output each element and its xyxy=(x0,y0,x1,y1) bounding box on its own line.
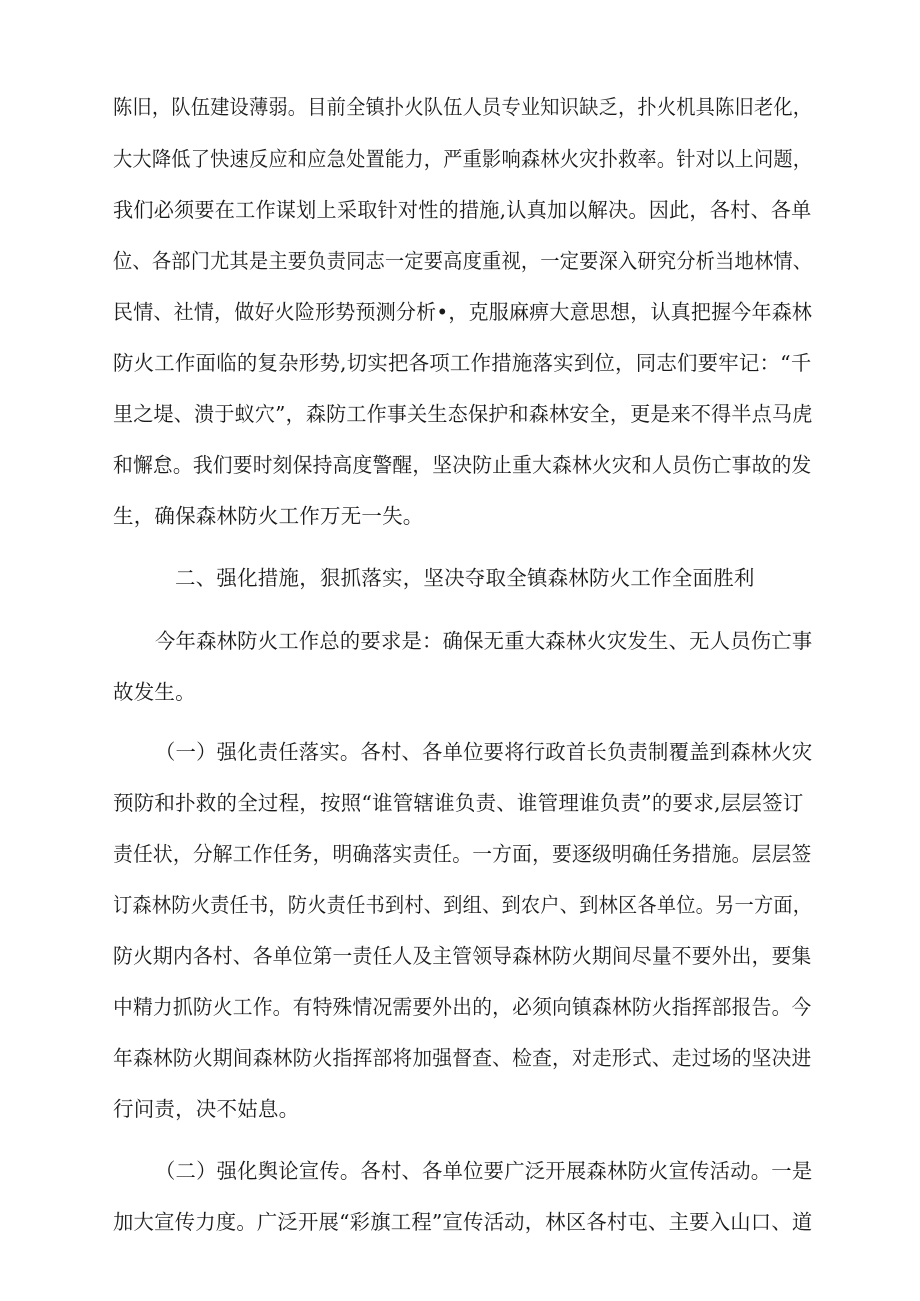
text-line: 订森林防火责任书，防火责任书到村、到组、到农户、到林区各单位。另一方面， xyxy=(113,893,813,917)
text-line: 大大降低了快速反应和应急处置能力，严重影响森林火灾扑救率。针对以上问题， xyxy=(113,147,813,171)
text-line: 陈旧，队伍建设薄弱。目前全镇扑火队伍人员专业知识缺乏，扑火机具陈旧老化， xyxy=(113,95,813,119)
section-heading: 二、强化措施，狠抓落实，坚决夺取全镇森林防火工作全面胜利 xyxy=(175,566,755,590)
text-line: 责任状，分解工作任务，明确落实责任。一方面，要逐级明确任务措施。层层签 xyxy=(113,842,812,866)
text-line: 今年森林防火工作总的要求是：确保无重大森林火灾发生、无人员伤亡事 xyxy=(155,629,813,653)
text-line: 里之堤、溃于蚁穴”，森防工作事关生态保护和森林安全，更是来不得半点马虎 xyxy=(113,402,813,426)
text-line: （一）强化责任落实。各村、各单位要将行政首长负责制覆盖到森林火灾 xyxy=(155,740,813,764)
text-line: 中精力抓防火工作。有特殊情况需要外出的，必须向镇森林防火指挥部报告。今 xyxy=(113,995,812,1019)
text-line: 加大宣传力度。广泛开展“彩旗工程”宣传活动，林区各村屯、主要入山口、道 xyxy=(113,1210,813,1234)
text-line: 年森林防火期间森林防火指挥部将加强督查、检查，对走形式、走过场的坚决进 xyxy=(113,1046,812,1070)
text-line: （二）强化舆论宣传。各村、各单位要广泛开展森林防火宣传活动。一是 xyxy=(155,1159,813,1183)
text-line: 预防和扑救的全过程，按照“谁管辖谁负责、谁管理谁负责”的要求,层层签订 xyxy=(113,791,804,815)
text-line: 民情、社情，做好火险形势预测分析•，克服麻痹大意思想，认真把握今年森林 xyxy=(113,300,813,324)
text-line: 生，确保森林防火工作万无一失。 xyxy=(113,504,424,528)
text-line: 位、各部门尤其是主要负责同志一定要高度重视，一定要深入研究分析当地林情、 xyxy=(113,249,813,273)
text-line: 防火工作面临的复杂形势,切实把各项工作措施落实到位，同志们要牢记：“千 xyxy=(113,351,812,375)
text-line: 防火期内各村、各单位第一责任人及主管领导森林防火期间尽量不要外出，要集 xyxy=(113,944,812,968)
text-line: 行问责，决不姑息。 xyxy=(113,1097,300,1121)
text-line: 和懈怠。我们要时刻保持高度警醒，坚决防止重大森林火灾和人员伤亡事故的发 xyxy=(113,453,812,477)
text-line: 我们必须要在工作谋划上采取针对性的措施,认真加以解决。因此，各村、各单 xyxy=(113,198,812,222)
text-line: 故发生。 xyxy=(113,680,196,704)
